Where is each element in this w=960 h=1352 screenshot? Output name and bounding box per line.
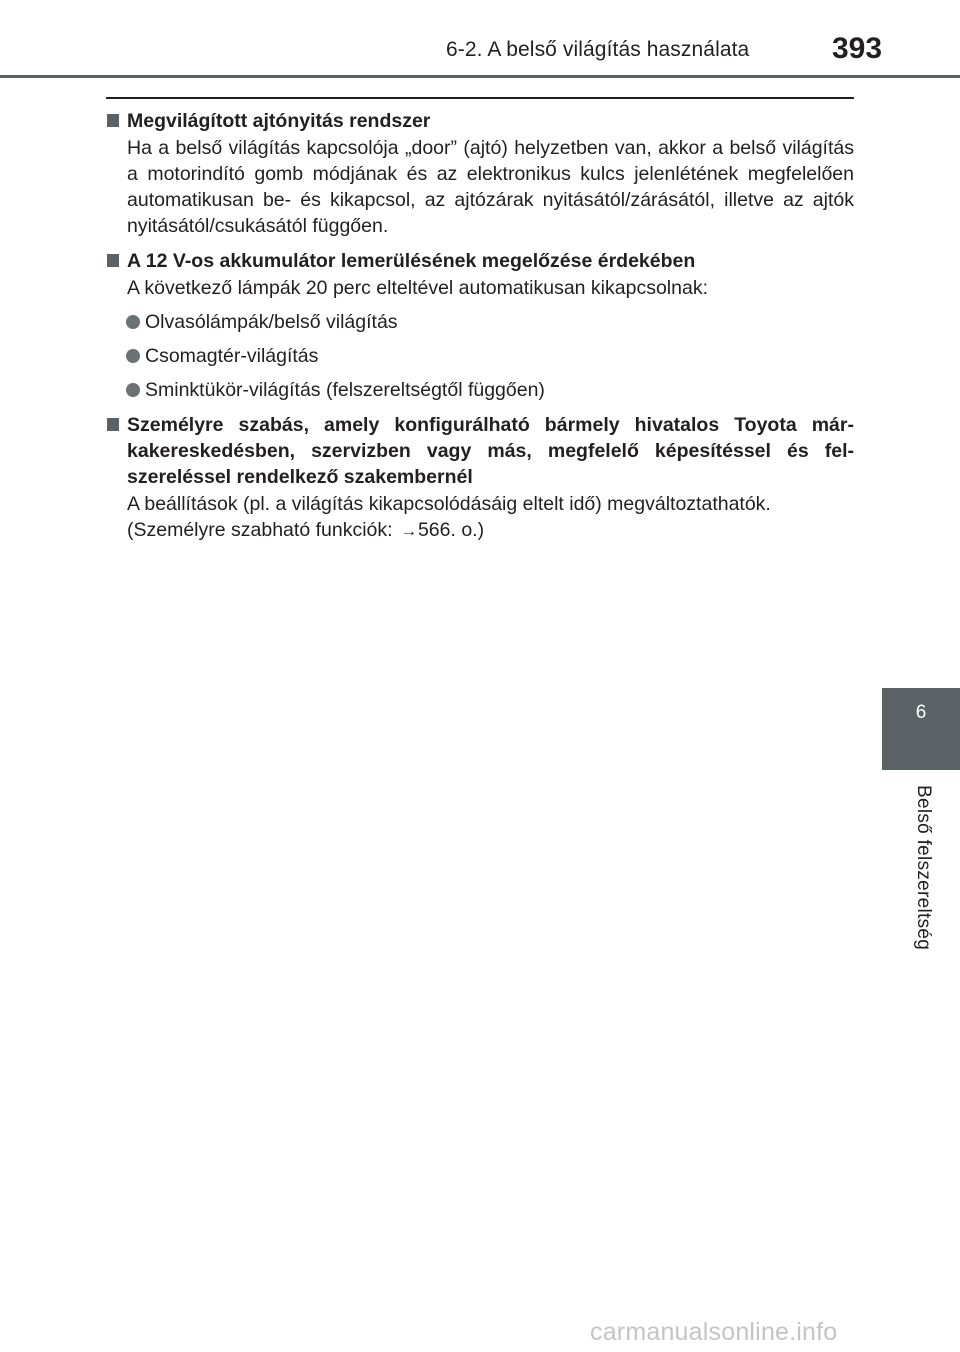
list-item: Sminktükör-világítás (felszereltségtől függően): [126, 377, 854, 403]
section-heading: A 12 V-os akkumulátor lemerülésének megelőzése érdekében: [106, 248, 854, 274]
round-bullet-icon: [126, 383, 140, 397]
chapter-label: Belső felszereltség: [913, 785, 934, 951]
square-bullet-icon: [107, 114, 119, 127]
content-top-rule: [106, 97, 854, 99]
main-content: [106, 108, 854, 554]
round-bullet-icon: [126, 315, 140, 329]
section-title: 6-2. A belső világítás használata: [446, 38, 750, 61]
section-customization: [106, 412, 854, 545]
page-reference-link[interactable]: 566. o.): [417, 519, 485, 541]
square-bullet-icon: [107, 418, 119, 431]
square-bullet-icon: [107, 254, 119, 267]
section-body: A beállítások (pl. a világítás kikapcsolódásáig eltelt idő) megváltoztathatók. (Személyre szabható funkciók: →566. o.): [127, 493, 771, 541]
section-heading: Személyre szabás, amely konfigurálható bármely hivatalos Toyota márkakereskedésben, szervizben vagy más, megfelelő képesítéssel és felszereléssel rendelkező szakembernél: [106, 412, 854, 490]
section-illuminated-entry: [106, 108, 854, 239]
list-item: Csomagtér-világítás: [126, 343, 854, 369]
section-heading: Megvilágított ajtónyitás rendszer: [106, 108, 854, 134]
section-body: A következő lámpák 20 perc elteltével automatikusan kikapcsolnak:: [127, 277, 708, 299]
round-bullet-icon: [126, 349, 140, 363]
chapter-tab: [882, 688, 960, 770]
section-body: Ha a belső világítás kapcsolója „door” (ajtó) helyzetben van, akkor a belső világítás a motorindító gomb módjának és az elektronikus kulcs jelenlétének megfelelően automatikusan be- és kikapcsol, az ajtózárak nyitásától/zárásától, illetve az ajtók nyitásától/csukásától függően.: [127, 137, 854, 237]
section-battery-saver: [106, 248, 854, 403]
chapter-number: 6: [915, 702, 927, 723]
arrow-right-icon: →: [400, 523, 417, 540]
page-number: 393: [832, 32, 883, 65]
header-divider: [0, 75, 960, 78]
list-item: Olvasólámpák/belső világítás: [126, 309, 854, 335]
watermark: carmanualsonline.info: [590, 1318, 838, 1346]
